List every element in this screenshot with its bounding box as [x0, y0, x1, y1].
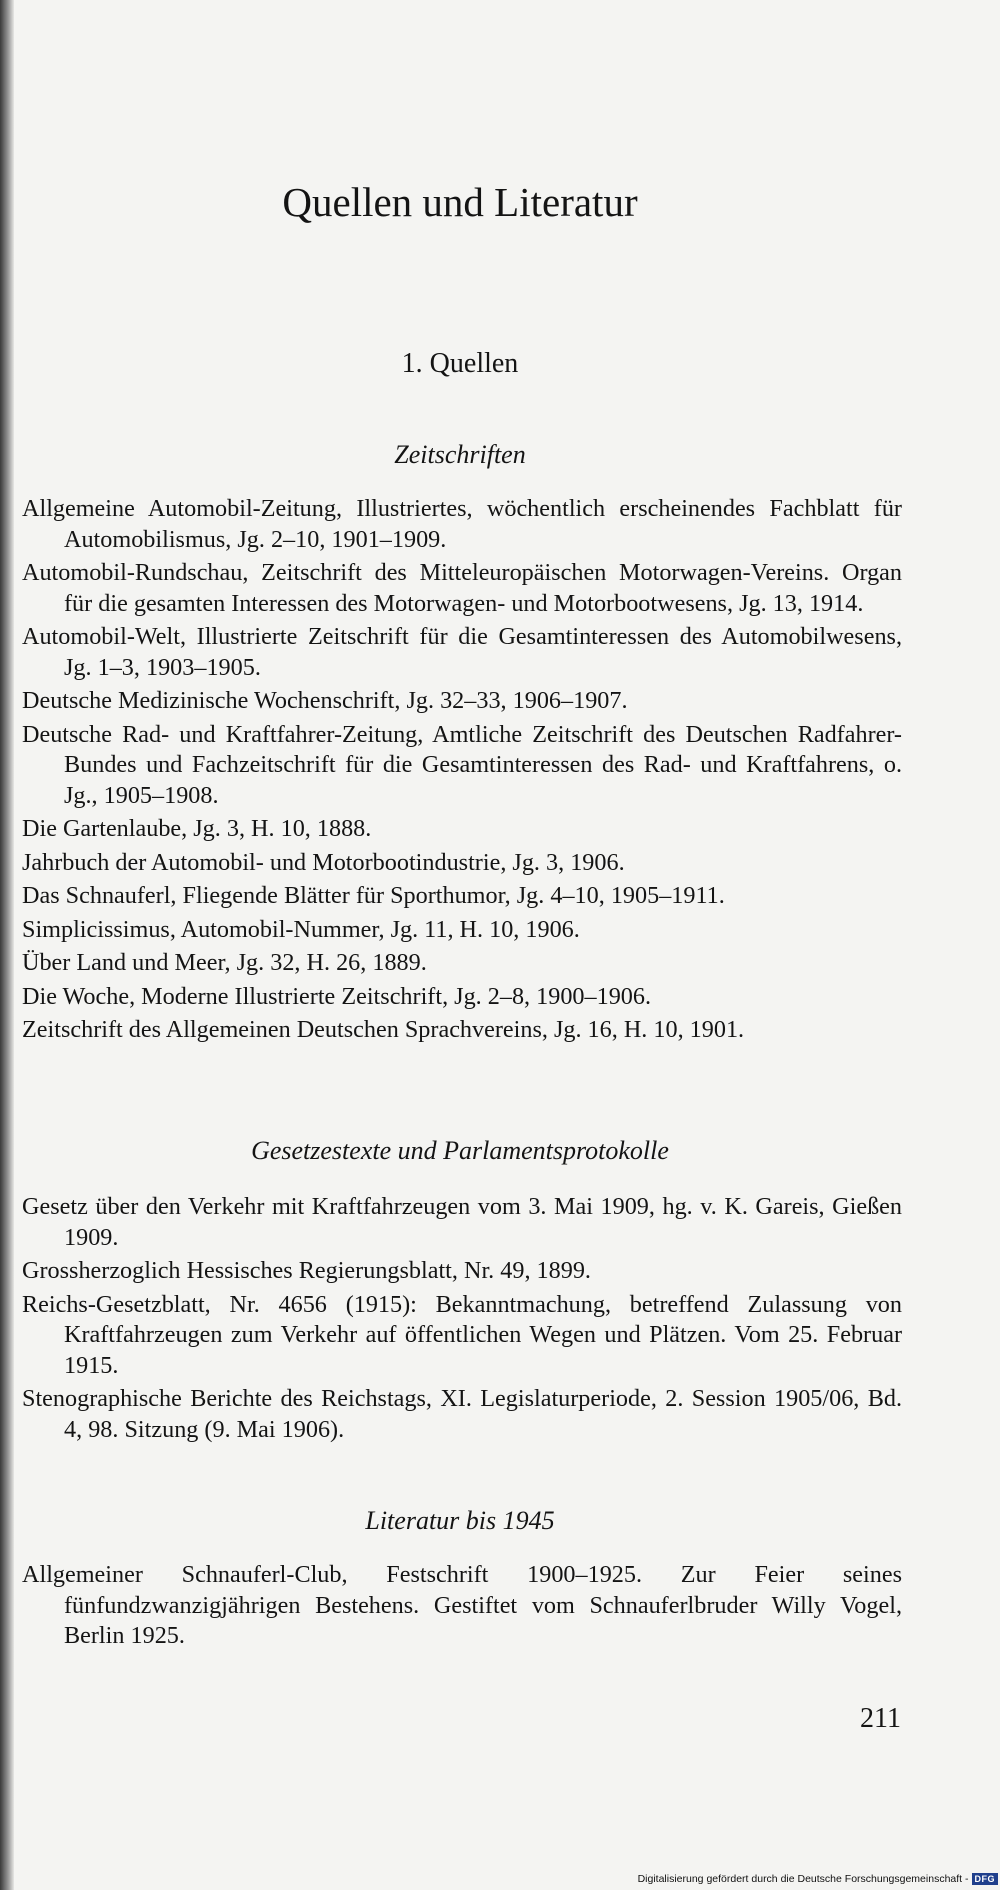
- section-heading-quellen: 1. Quellen: [401, 348, 519, 379]
- bibliography-entry: Deutsche Rad- und Kraftfahrer-Zeitung, Amtliche Zeitschrift des Deutschen Radfahrer-Bundes und Fachzeitschrift für die Gesamtinteressen des Rad- und Kraftfahrens, o. Jg., 1905–1908.: [22, 720, 902, 809]
- subsection-heading-literatur-bis-1945: Literatur bis 1945: [365, 1506, 555, 1535]
- page-title: Quellen und Literatur: [282, 179, 638, 225]
- bibliography-entry: Deutsche Medizinische Wochenschrift, Jg. 32–33, 1906–1907.: [22, 687, 628, 714]
- bibliography-entry: Über Land und Meer, Jg. 32, H. 26, 1889.: [22, 949, 427, 976]
- bibliography-entry: Grossherzoglich Hessisches Regierungsblatt, Nr. 49, 1899.: [22, 1257, 591, 1284]
- bibliography-entry: Die Woche, Moderne Illustrierte Zeitschrift, Jg. 2–8, 1900–1906.: [22, 982, 652, 1010]
- subsection-heading-gesetzestexte: Gesetzestexte und Parlamentsprotokolle: [251, 1136, 669, 1165]
- bibliography-entry: Allgemeiner Schnauferl-Club, Festschrift 1900–1925. Zur Feier seines fünfundzwanzigjährigen Bestehens. Gestiftet vom Schnauferlbruder Willy Vogel, Berlin 1925.: [22, 1561, 902, 1649]
- bibliography-entry: Automobil-Rundschau, Zeitschrift des Mitteleuropäischen Motorwagen-Vereins. Organ für die gesamten Interessen des Motorwagen- und Motorbootwesens, Jg. 13, 1914.: [22, 559, 902, 617]
- bibliography-entry: Gesetz über den Verkehr mit Kraftfahrzeugen vom 3. Mai 1909, hg. v. K. Gareis, Gießen 1909.: [22, 1193, 902, 1251]
- bibliography-entry: Allgemeine Automobil-Zeitung, Illustriertes, wöchentlich erscheinendes Fachblatt für Automobilismus, Jg. 2–10, 1901–1909.: [22, 495, 902, 553]
- bibliography-list-zeitschriften: [22, 494, 902, 1049]
- bibliography-list-gesetzestexte: [22, 1192, 902, 1448]
- bibliography-entry: Das Schnauferl, Fliegende Blätter für Sporthumor, Jg. 4–10, 1905–1911.: [22, 882, 725, 909]
- bibliography-entry: Zeitschrift des Allgemeinen Deutschen Sprachvereins, Jg. 16, H. 10, 1901.: [22, 1016, 745, 1043]
- page-number: 211: [860, 1703, 901, 1734]
- subsection-heading-zeitschriften: Zeitschriften: [394, 440, 526, 469]
- bibliography-list-literatur: [22, 1560, 902, 1655]
- bibliography-entry: Die Gartenlaube, Jg. 3, H. 10, 1888.: [22, 815, 372, 842]
- bibliography-entry: Stenographische Berichte des Reichstags, XI. Legislaturperiode, 2. Session 1905/06, Bd. 4, 98. Sitzung (9. Mai 1906).: [22, 1385, 902, 1443]
- bibliography-entry: Simplicissimus, Automobil-Nummer, Jg. 11, H. 10, 1906.: [22, 915, 580, 943]
- funding-footer: [638, 1872, 1000, 1886]
- funding-note: Digitalisierung gefördert durch die Deutsche Forschungsgemeinschaft -: [637, 1873, 969, 1885]
- dfg-logo: DFG: [972, 1873, 999, 1885]
- bibliography-entry: Jahrbuch der Automobil- und Motorbootindustrie, Jg. 3, 1906.: [22, 848, 625, 876]
- bibliography-entry: Reichs-Gesetzblatt, Nr. 4656 (1915): Bekanntmachung, betreffend Zulassung von Kraftfahrzeugen zum Verkehr auf öffentlichen Wegen und Plätzen. Vom 25. Februar 1915.: [22, 1290, 902, 1379]
- bibliography-entry: Automobil-Welt, Illustrierte Zeitschrift für die Gesamtinteressen des Automobilwesens, Jg. 1–3, 1903–1905.: [22, 623, 902, 681]
